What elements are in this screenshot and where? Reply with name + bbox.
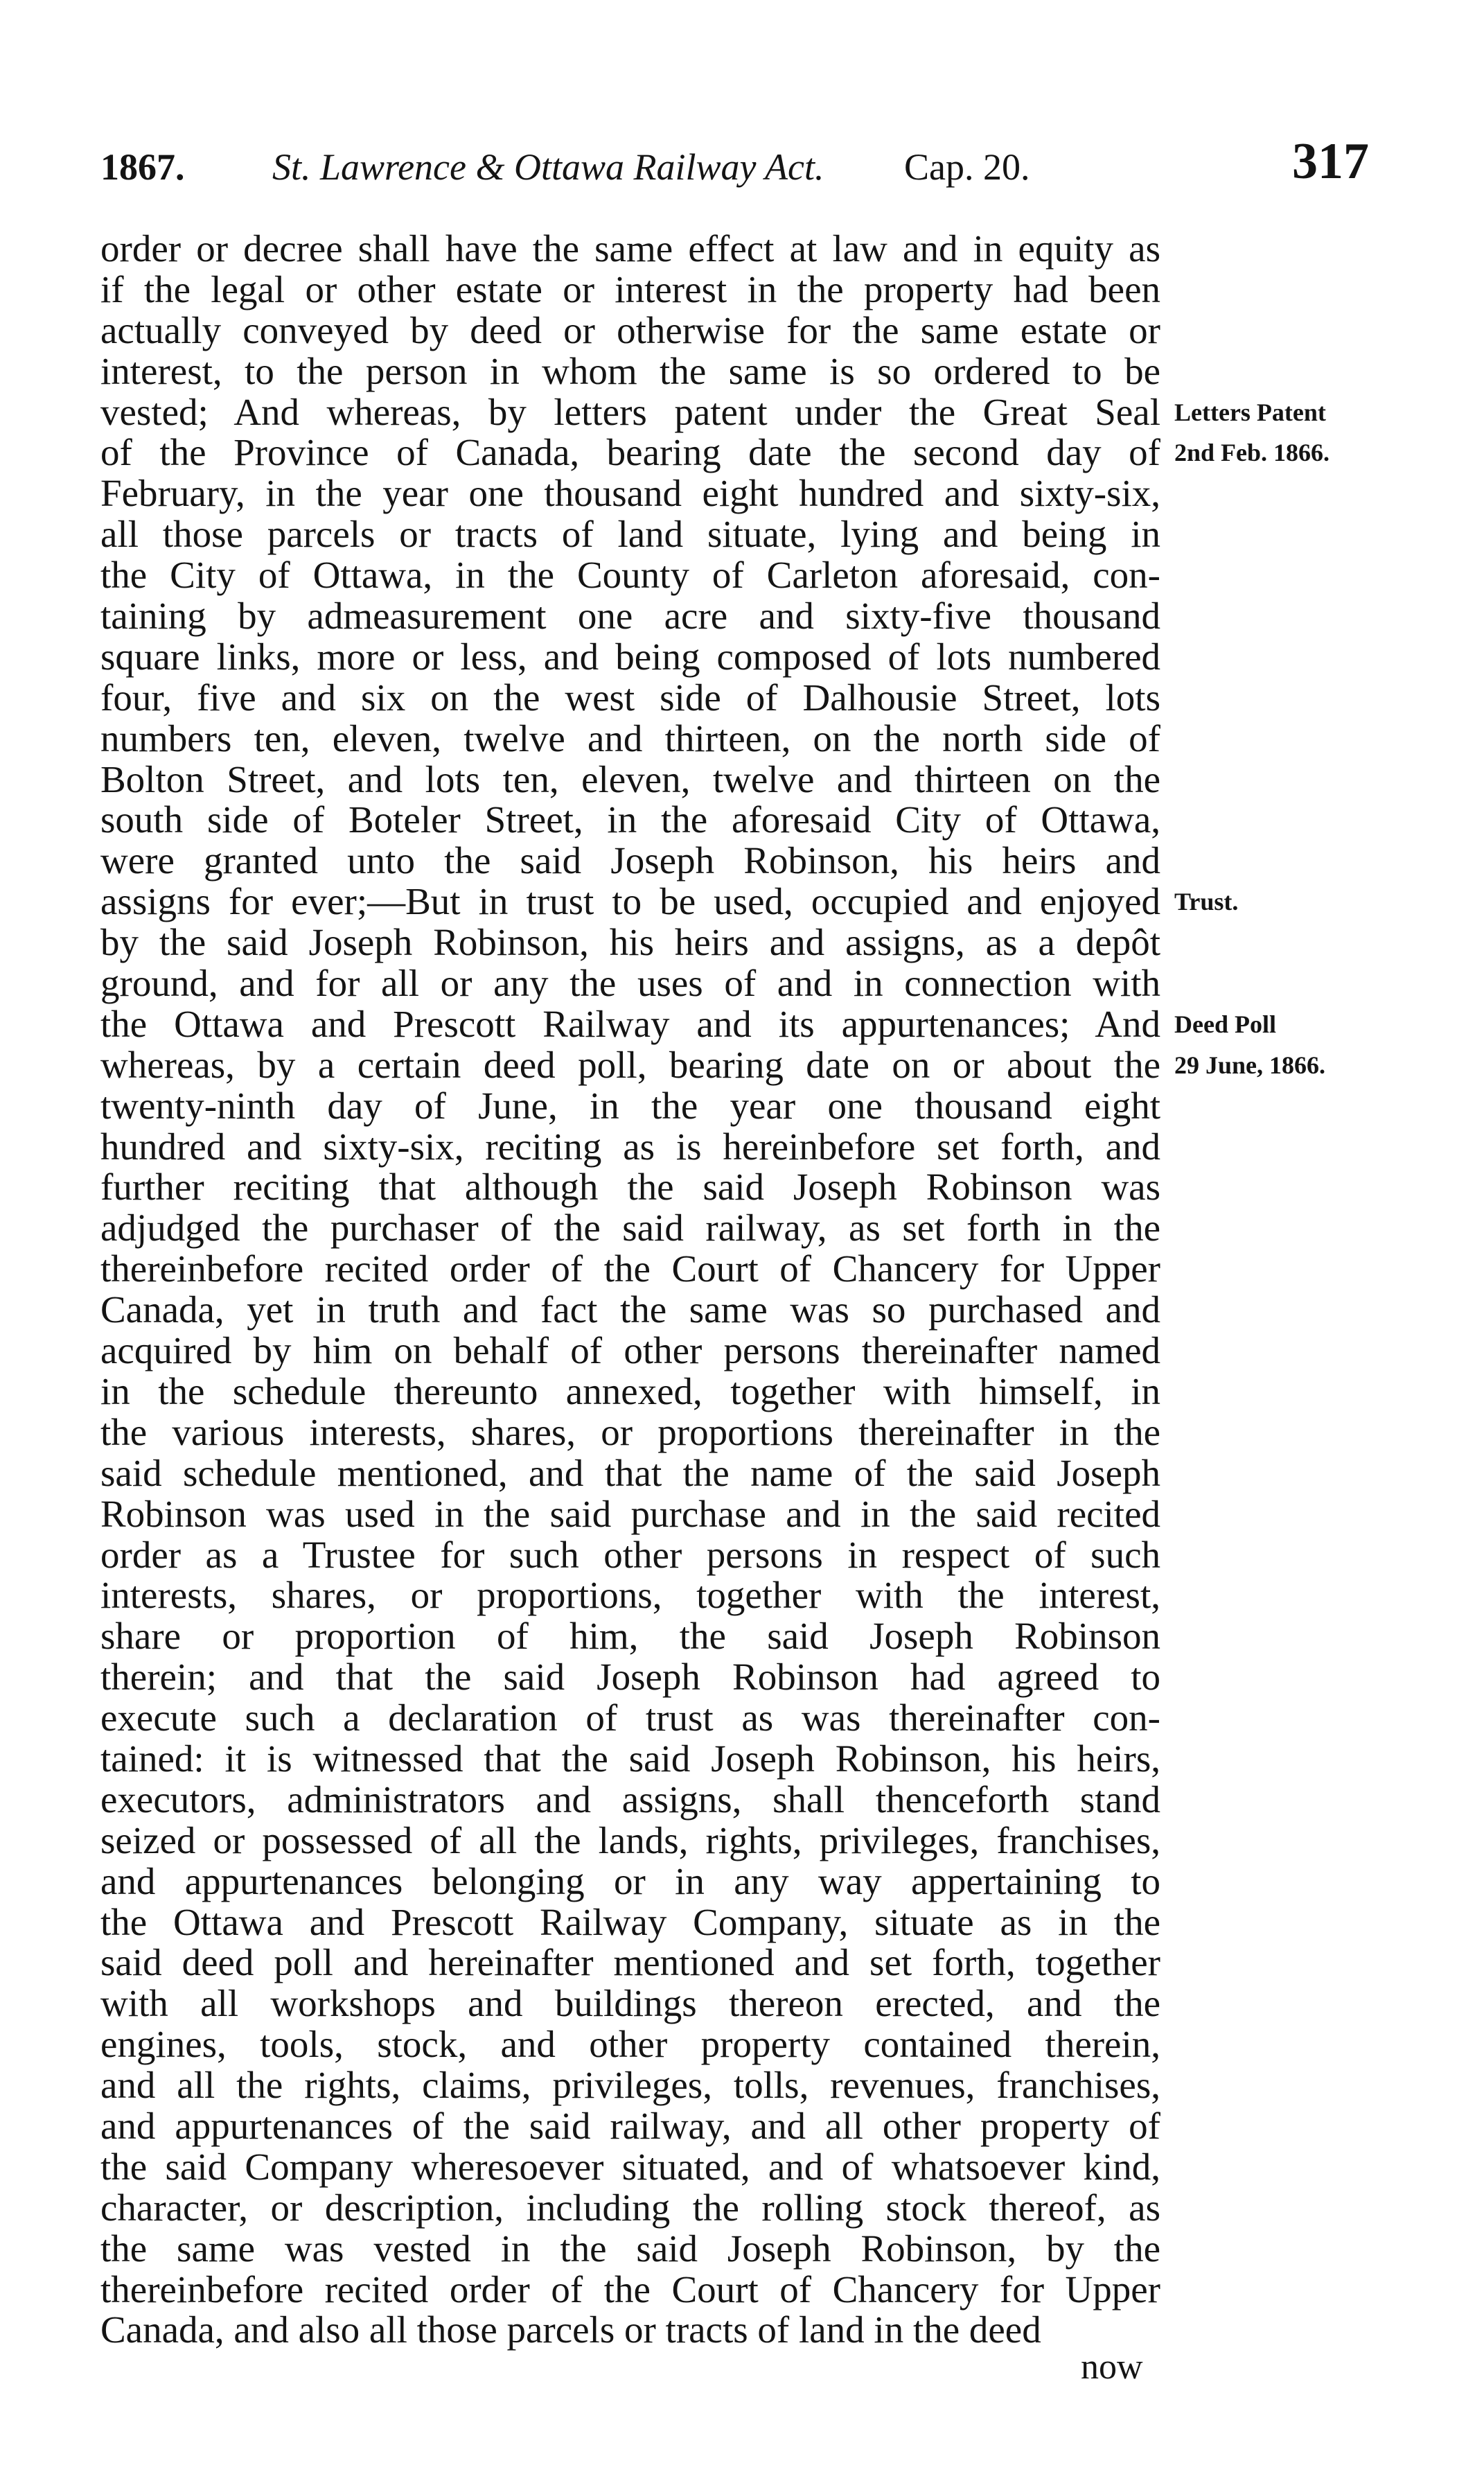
- text-line: and appurtenances belonging or in any way appertaining to: [100, 1859, 1160, 1902]
- text-line: thereinbefore recited order of the Court of Chancery for Upper: [100, 1247, 1160, 1290]
- text-line: all those parcels or tracts of land situate, lying and being in: [100, 513, 1160, 556]
- text-line: adjudged the purchaser of the said railway, as set forth in the: [100, 1207, 1160, 1250]
- text-line: square links, more or less, and being composed of lots numbered: [100, 635, 1160, 678]
- text-line: the said Company wheresoever situated, and of whatsoever kind,: [100, 2145, 1160, 2188]
- text-line: hundred and sixty-six, reciting as is hereinbefore set forth, and: [100, 1125, 1160, 1168]
- text-line: in the schedule thereunto annexed, together with himself, in: [100, 1369, 1160, 1412]
- text-line: whereas, by a certain deed poll, bearing date on or about the: [100, 1043, 1160, 1086]
- running-header: [100, 133, 1382, 198]
- text-line: the various interests, shares, or proportions thereinafter in the: [100, 1410, 1160, 1453]
- text-line: the City of Ottawa, in the County of Carleton aforesaid, con-: [100, 554, 1160, 597]
- margin-note-line: Trust.: [1174, 888, 1239, 916]
- text-line: south side of Boteler Street, in the aforesaid City of Ottawa,: [100, 798, 1160, 841]
- text-line: February, in the year one thousand eight hundred and sixty-six,: [100, 472, 1160, 515]
- margin-note-line: Deed Poll: [1174, 1010, 1276, 1039]
- text-line: said schedule mentioned, and that the name of the said Joseph: [100, 1451, 1160, 1494]
- text-line: four, five and six on the west side of Dalhousie Street, lots: [100, 676, 1160, 719]
- text-line: were granted unto the said Joseph Robinson, his heirs and: [100, 839, 1160, 882]
- catchword: now: [1081, 2347, 1143, 2387]
- text-line: the Ottawa and Prescott Railway and its appurtenances; And: [100, 1002, 1160, 1045]
- text-line: and appurtenances of the said railway, and all other property of: [100, 2104, 1160, 2147]
- text-line: Canada, yet in truth and fact the same was so purchased and: [100, 1288, 1160, 1331]
- text-line: the same was vested in the said Joseph Robinson, by the: [100, 2227, 1160, 2270]
- text-line: execute such a declaration of trust as was thereinafter con-: [100, 1697, 1160, 1739]
- text-line: taining by admeasurement one acre and sixty-five thousand: [100, 595, 1160, 638]
- text-line: therein; and that the said Joseph Robinson had agreed to: [100, 1656, 1160, 1699]
- text-line: Bolton Street, and lots ten, eleven, twelve and thirteen on the: [100, 757, 1160, 800]
- text-line: twenty-ninth day of June, in the year one thousand eight: [100, 1084, 1160, 1127]
- text-line: thereinbefore recited order of the Court of Chancery for Upper: [100, 2268, 1160, 2311]
- text-line: and all the rights, claims, privileges, tolls, revenues, franchises,: [100, 2064, 1160, 2107]
- header-chapter: Cap. 20.: [904, 146, 1030, 188]
- body-text: [100, 229, 1160, 2351]
- text-line: Canada, and also all those parcels or tracts of land in the deed: [100, 2308, 1041, 2351]
- text-line: further reciting that although the said Joseph Robinson was: [100, 1166, 1160, 1209]
- margin-note-line: 29 June, 1866.: [1174, 1051, 1326, 1079]
- text-line: order as a Trustee for such other persons in respect of such: [100, 1533, 1160, 1576]
- margin-note-line: 2nd Feb. 1866.: [1174, 439, 1330, 467]
- text-line: seized or possessed of all the lands, rights, privileges, franchises,: [100, 1818, 1160, 1861]
- text-line: executors, administrators and assigns, shall thenceforth stand: [100, 1778, 1160, 1821]
- margin-note-deed-poll: [1174, 1004, 1465, 1086]
- text-line: character, or description, including the rolling stock thereof, as: [100, 2186, 1160, 2229]
- text-line: engines, tools, stock, and other property contained therein,: [100, 2023, 1160, 2066]
- margin-note-letters-patent: [1174, 392, 1465, 474]
- text-line: actually conveyed by deed or otherwise for the same estate or: [100, 308, 1160, 351]
- text-line: the Ottawa and Prescott Railway Company, situate as in the: [100, 1900, 1160, 1943]
- text-line: assigns for ever;—But in trust to be used, occupied and enjoyed: [100, 880, 1160, 923]
- header-year: 1867.: [100, 146, 185, 188]
- text-line: if the legal or other estate or interest in the property had been: [100, 268, 1160, 310]
- header-title: St. Lawrence & Ottawa Railway Act.: [272, 146, 824, 188]
- text-line: vested; And whereas, by letters patent under the Great Seal: [100, 390, 1160, 433]
- text-line: by the said Joseph Robinson, his heirs and assigns, as a depôt: [100, 921, 1160, 964]
- margin-note-line: Letters Patent: [1174, 398, 1326, 426]
- text-line: ground, and for all or any the uses of and in connection with: [100, 962, 1160, 1005]
- text-line: order or decree shall have the same effect at law and in equity as: [100, 227, 1160, 270]
- text-line: tained: it is witnessed that the said Joseph Robinson, his heirs,: [100, 1737, 1160, 1780]
- text-line: interests, shares, or proportions, together with the interest,: [100, 1574, 1160, 1617]
- margin-note-trust: [1174, 882, 1465, 922]
- text-line: numbers ten, eleven, twelve and thirteen, on the north side of: [100, 717, 1160, 760]
- text-line: interest, to the person in whom the same is so ordered to be: [100, 349, 1160, 392]
- text-line: of the Province of Canada, bearing date the second day of: [100, 431, 1160, 474]
- text-line: said deed poll and hereinafter mentioned and set forth, together: [100, 1941, 1160, 1984]
- text-line: Robinson was used in the said purchase and in the said recited: [100, 1492, 1160, 1535]
- page-number: 317: [1292, 133, 1369, 190]
- text-line: with all workshops and buildings thereon erected, and the: [100, 1982, 1160, 2025]
- text-line: share or proportion of him, the said Joseph Robinson: [100, 1615, 1160, 1658]
- text-line: acquired by him on behalf of other persons thereinafter named: [100, 1329, 1160, 1372]
